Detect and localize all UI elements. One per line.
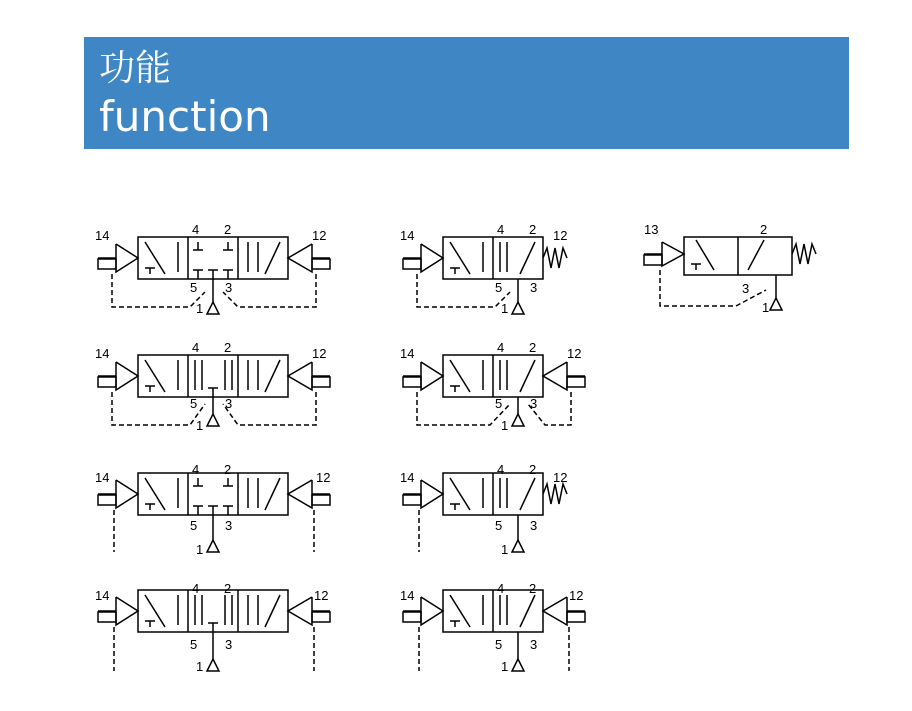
port-label-5: 5 [190,280,198,295]
port-label-14: 14 [400,346,415,361]
port-label-14: 14 [95,346,110,361]
port-label-2: 2 [224,222,232,237]
port-label-2: 2 [529,222,537,237]
port-label-4: 4 [192,581,200,596]
port-label-5: 5 [495,518,503,533]
port-label-1: 1 [196,418,204,433]
port-label-3: 3 [530,396,538,411]
port-label-5: 5 [495,396,503,411]
port-label-1: 1 [196,542,204,557]
port-label-1: 1 [501,542,509,557]
port-label-14: 14 [400,588,415,603]
port-label-4: 4 [192,340,200,355]
port-label-3: 3 [742,281,750,296]
port-label-1: 1 [196,301,204,316]
port-label-12: 12 [569,588,584,603]
port-label-2: 2 [760,222,768,237]
port-label-2: 2 [224,462,232,477]
page-title-english: function [99,92,271,141]
port-label-2: 2 [529,581,537,596]
page-title-chinese: 功能 [99,48,172,89]
port-label-14: 14 [95,588,110,603]
port-label-2: 2 [224,581,232,596]
port-label-12: 12 [553,228,568,243]
port-label-2: 2 [529,462,537,477]
port-label-4: 4 [497,222,505,237]
port-label-14: 14 [95,470,110,485]
port-label-4: 4 [497,462,505,477]
port-label-3: 3 [225,637,233,652]
port-label-3: 3 [530,518,538,533]
port-label-13: 13 [644,222,659,237]
port-label-14: 14 [400,228,415,243]
port-label-12: 12 [312,228,327,243]
port-label-12: 12 [567,346,582,361]
port-label-12: 12 [316,470,331,485]
valve-symbol-5-3-pressure-center [90,340,340,440]
port-label-4: 4 [192,462,200,477]
valve-symbol-5-2-spring [395,222,585,322]
port-label-5: 5 [495,637,503,652]
valve-symbol-5-3-exhaust-center-external [90,575,340,675]
port-label-1: 1 [196,659,204,674]
port-label-14: 14 [95,228,110,243]
port-label-1: 1 [762,300,770,315]
port-label-4: 4 [497,581,505,596]
valve-symbol-5-3-closed-center-external [90,458,340,558]
port-label-3: 3 [530,280,538,295]
port-label-14: 14 [400,470,415,485]
header-banner [84,37,849,149]
port-label-3: 3 [225,396,233,411]
port-label-12: 12 [312,346,327,361]
port-label-4: 4 [497,340,505,355]
valve-symbol-5-3-closed-center [90,222,340,322]
valve-symbol-5-2-double-solenoid-external [395,575,595,675]
port-label-5: 5 [190,518,198,533]
port-label-3: 3 [225,518,233,533]
port-label-12: 12 [553,470,568,485]
port-label-2: 2 [224,340,232,355]
port-label-3: 3 [225,280,233,295]
port-label-5: 5 [190,396,198,411]
valve-symbol-3-2-spring [636,218,836,318]
port-label-3: 3 [530,637,538,652]
port-label-12: 12 [314,588,329,603]
port-label-5: 5 [495,280,503,295]
valve-symbol-5-2-spring-external [395,458,585,558]
port-label-4: 4 [192,222,200,237]
port-label-1: 1 [501,301,509,316]
port-label-1: 1 [501,418,509,433]
port-label-2: 2 [529,340,537,355]
port-label-5: 5 [190,637,198,652]
valve-symbol-5-2-double-solenoid [395,340,595,440]
port-label-1: 1 [501,659,509,674]
